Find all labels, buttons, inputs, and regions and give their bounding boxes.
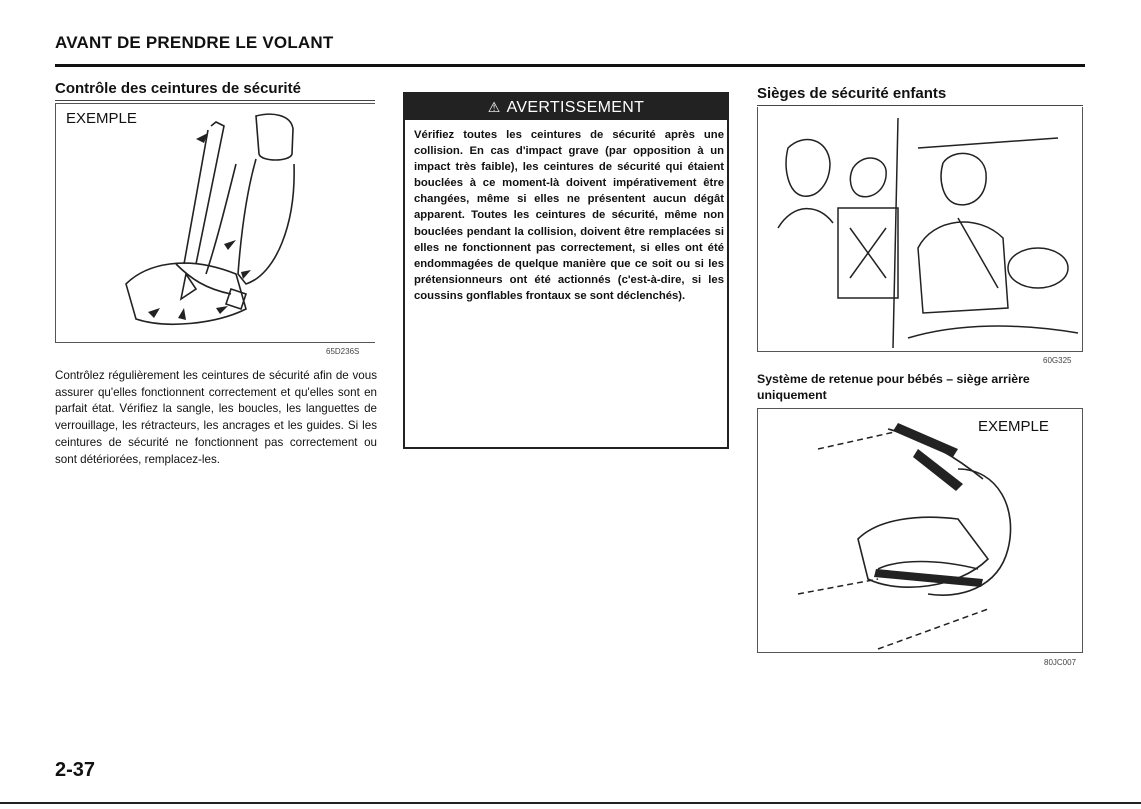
figure-label-example: EXEMPLE — [66, 110, 137, 127]
seatbelt-illustration — [56, 104, 374, 342]
warning-title-row — [405, 94, 727, 121]
section-title-child-seats: Sièges de sécurité enfants — [757, 85, 947, 102]
warning-title: AVERTISSEMENT — [506, 99, 645, 116]
figure-code: 65D236S — [326, 347, 360, 356]
section-title-underline — [55, 100, 375, 101]
warning-text: Vérifiez toutes les ceintures de sécurité après une collision. En cas d'impact grave (par opposition à un impact très faible), les ceintures de sécurité qui étaient bouclées à ce moment-là doivent impérativement être changées, même si elles ne présentent aucun dégât apparent. Toutes les ceintures de sécurité, même non bouclées pendant la collision, doivent être remplacées si elles ne fonctionnent pas correctement, si elles ont été endommagées de quelque manière que ce soit ou si les prétensionneurs ont été actionnés (c'est-à-dire, si les coussins gonflables frontaux se sont déclenchés). — [414, 129, 724, 302]
page-header-title: AVANT DE PRENDRE LE VOLANT — [55, 33, 334, 52]
warning-triangle-icon: ⚠ — [487, 99, 501, 115]
seatbelt-check-paragraph: Contrôlez régulièrement les ceintures de sécurité afin de vous assurer qu'elles fonctionnent correctement et qu'elles sont en parfait état. Vérifiez la sangle, les boucles, les languettes de verrouillage, les rétracteurs, les ancrages et les guides. Si les ceintures de sécurité ne fonctionnent pas correctement ou sont détériorées, remplacez-les. — [55, 369, 377, 466]
section-title-underline — [757, 105, 1083, 106]
family-in-car-illustration — [758, 108, 1082, 351]
bottom-divider — [0, 802, 1141, 804]
infant-restraint-subtitle: Système de retenue pour bébés – siège arrière uniquement — [757, 372, 1030, 402]
page-number: 2-37 — [55, 759, 96, 781]
figure-code: 80JC007 — [1044, 658, 1077, 667]
figure-label-example: EXEMPLE — [978, 418, 1049, 435]
infant-seat-illustration — [758, 409, 1082, 652]
header-divider — [55, 64, 1085, 67]
section-title-seatbelt-check: Contrôle des ceintures de sécurité — [55, 80, 301, 97]
figure-code: 60G325 — [1043, 356, 1072, 365]
warning-header — [405, 94, 727, 120]
